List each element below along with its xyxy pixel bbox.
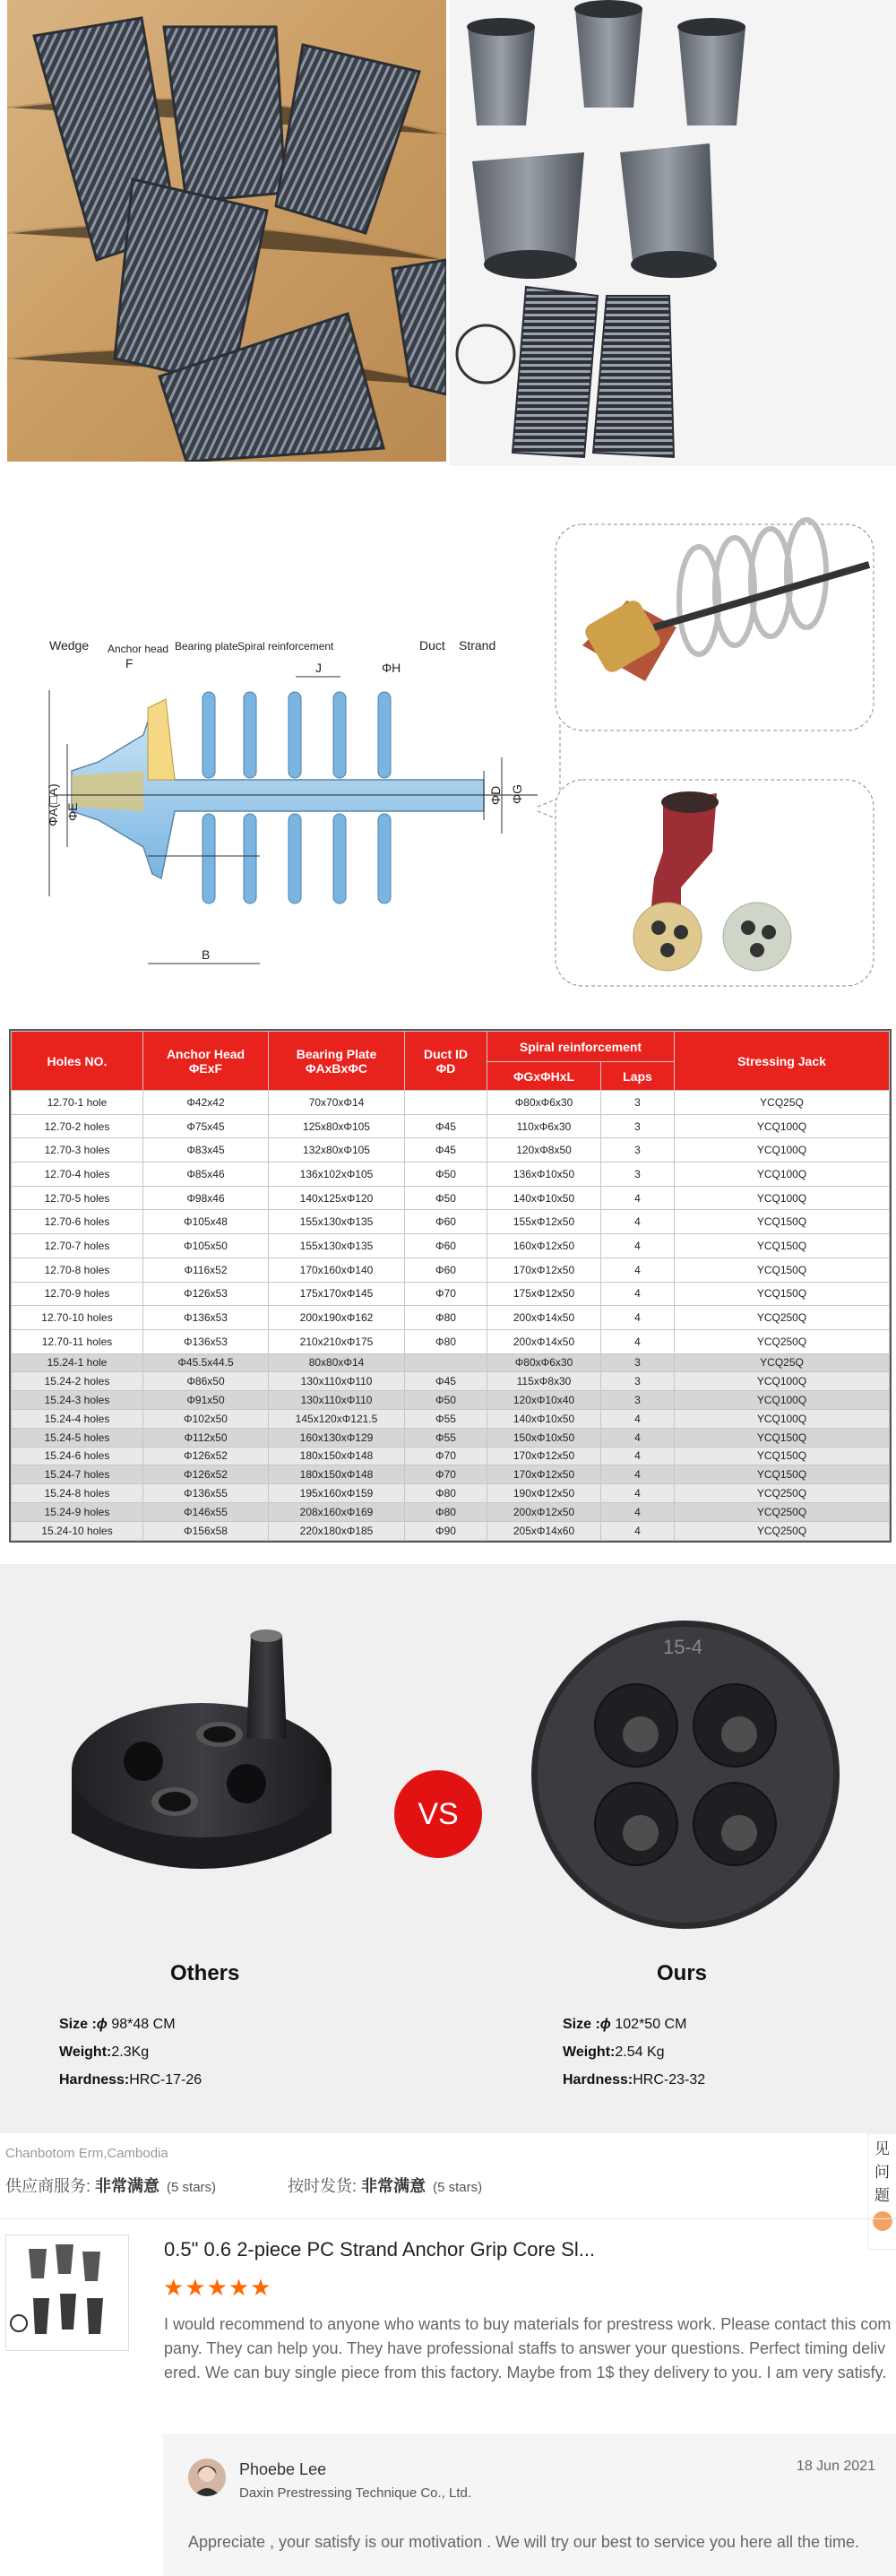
- table-cell: 4: [601, 1484, 675, 1503]
- table-cell: Φ80: [405, 1502, 487, 1521]
- label-anchor-head: Anchor head: [108, 643, 169, 655]
- table-cell: 220x180xΦ185: [269, 1521, 405, 1540]
- table-cell: 4: [601, 1502, 675, 1521]
- table-cell: YCQ250Q: [675, 1484, 890, 1503]
- table-cell: 12.70-5 holes: [12, 1186, 143, 1210]
- others-weight: Weight:2.3Kg: [59, 2044, 150, 2060]
- table-cell: 160x130xΦ129: [269, 1428, 405, 1447]
- table-row: [12, 1521, 890, 1540]
- table-row: [12, 1329, 890, 1353]
- table-cell: 15.24-4 holes: [12, 1409, 143, 1428]
- label-wedge: Wedge: [49, 638, 90, 653]
- label-strand: Strand: [459, 638, 496, 653]
- table-cell: 12.70-8 holes: [12, 1258, 143, 1282]
- wedge-thumbnail-image: [6, 2235, 128, 2350]
- table-cell: Φ90: [405, 1521, 487, 1540]
- table-cell: 70x70xΦ14: [269, 1091, 405, 1115]
- table-cell: YCQ250Q: [675, 1502, 890, 1521]
- table-row: [12, 1306, 890, 1330]
- ours-size: Size :ϕ 102*50 CM: [563, 2017, 687, 2032]
- table-cell: Φ156x58: [143, 1521, 269, 1540]
- table-cell: Φ80: [405, 1306, 487, 1330]
- table-cell: 15.24-2 holes: [12, 1372, 143, 1391]
- table-cell: Φ91x50: [143, 1391, 269, 1410]
- table-cell: 115xΦ8x30: [487, 1372, 601, 1391]
- table-cell: Φ60: [405, 1210, 487, 1234]
- table-cell: YCQ100Q: [675, 1163, 890, 1187]
- table-cell: 4: [601, 1186, 675, 1210]
- table-cell: YCQ150Q: [675, 1234, 890, 1258]
- label-j: J: [315, 661, 322, 675]
- table-cell: 120xΦ10x40: [487, 1391, 601, 1410]
- table-cell: 125x80xΦ105: [269, 1114, 405, 1138]
- label-b: B: [202, 947, 211, 962]
- table-cell: YCQ100Q: [675, 1372, 890, 1391]
- table-cell: Φ116x52: [143, 1258, 269, 1282]
- delivery-rating-label: 按时发货:: [288, 2177, 362, 2195]
- table-cell: 155x130xΦ135: [269, 1234, 405, 1258]
- ours-title: Ours: [657, 1961, 708, 1985]
- ours-anchor-plate-image: [524, 1618, 847, 1941]
- table-cell: YCQ250Q: [675, 1306, 890, 1330]
- table-cell: YCQ150Q: [675, 1210, 890, 1234]
- table-cell: 145x120xΦ121.5: [269, 1409, 405, 1428]
- table-cell: 180x150xΦ148: [269, 1447, 405, 1465]
- table-cell: 4: [601, 1465, 675, 1484]
- table-cell: Φ50: [405, 1163, 487, 1187]
- table-cell: 200xΦ14x50: [487, 1329, 601, 1353]
- table-row: [12, 1502, 890, 1521]
- table-cell: YCQ150Q: [675, 1258, 890, 1282]
- table-cell: Φ70: [405, 1282, 487, 1306]
- table-cell: Φ55: [405, 1409, 487, 1428]
- table-cell: YCQ25Q: [675, 1353, 890, 1372]
- table-cell: Φ126x52: [143, 1447, 269, 1465]
- table-row: [12, 1428, 890, 1447]
- spec-table: [11, 1031, 890, 1541]
- table-row: [12, 1282, 890, 1306]
- table-cell: Φ86x50: [143, 1372, 269, 1391]
- table-cell: 170xΦ12x50: [487, 1258, 601, 1282]
- table-row: [12, 1234, 890, 1258]
- delivery-rating-value: 非常满意: [361, 2177, 426, 2195]
- table-cell: 170x160xΦ140: [269, 1258, 405, 1282]
- table-row: [12, 1138, 890, 1163]
- label-h: ΦH: [382, 661, 401, 675]
- reply-date: 18 Jun 2021: [796, 2459, 875, 2474]
- table-row: [12, 1409, 890, 1428]
- col-bearing-plate-sub: ΦAxBxΦC: [306, 1060, 367, 1076]
- table-cell: 4: [601, 1210, 675, 1234]
- table-cell: Φ60: [405, 1234, 487, 1258]
- table-cell: 12.70-2 holes: [12, 1114, 143, 1138]
- table-cell: 136xΦ10x50: [487, 1163, 601, 1187]
- table-cell: YCQ25Q: [675, 1091, 890, 1115]
- support-avatar-icon: [873, 2211, 892, 2231]
- reviewer-location: Chanbotom Erm,Cambodia: [5, 2146, 168, 2161]
- table-cell: 12.70-6 holes: [12, 1210, 143, 1234]
- product-thumbnail[interactable]: [5, 2235, 129, 2351]
- col-anchor-head-title: Anchor Head: [166, 1046, 246, 1061]
- col-stressing-jack: Stressing Jack: [675, 1032, 890, 1091]
- col-holes: Holes NO.: [12, 1032, 143, 1091]
- reply-author-name: Phoebe Lee: [239, 2460, 327, 2478]
- table-cell: Φ60: [405, 1258, 487, 1282]
- table-cell: 15.24-6 holes: [12, 1447, 143, 1465]
- table-cell: 4: [601, 1329, 675, 1353]
- col-spiral: Spiral reinforcement: [487, 1032, 675, 1062]
- col-bearing-plate-title: Bearing Plate: [296, 1046, 377, 1061]
- label-g: ΦG: [510, 783, 524, 804]
- table-cell: 155x130xΦ135: [269, 1210, 405, 1234]
- others-anchor-plate-image: [54, 1618, 349, 1896]
- table-cell: Φ75x45: [143, 1114, 269, 1138]
- table-cell: 15.24-5 holes: [12, 1428, 143, 1447]
- table-cell: 15.24-3 holes: [12, 1391, 143, 1410]
- wedges-photo: [7, 0, 446, 462]
- table-cell: 12.70-3 holes: [12, 1138, 143, 1163]
- label-a: ΦA(□A): [46, 783, 60, 826]
- table-row: [12, 1163, 890, 1187]
- table-cell: 3: [601, 1163, 675, 1187]
- table-cell: 80x80xΦ14: [269, 1353, 405, 1372]
- table-cell: Φ55: [405, 1428, 487, 1447]
- table-cell: 150xΦ10x50: [487, 1428, 601, 1447]
- table-cell: 4: [601, 1282, 675, 1306]
- table-cell: 4: [601, 1428, 675, 1447]
- table-cell: 190xΦ12x50: [487, 1484, 601, 1503]
- specification-table: [9, 1029, 892, 1543]
- anchorage-cross-section-drawing: [0, 502, 896, 1004]
- table-cell: YCQ250Q: [675, 1329, 890, 1353]
- table-cell: 205xΦ14x60: [487, 1521, 601, 1540]
- table-cell: Φ146x55: [143, 1502, 269, 1521]
- table-cell: Φ105x48: [143, 1210, 269, 1234]
- table-cell: 170xΦ12x50: [487, 1447, 601, 1465]
- service-rating-value: 非常满意: [95, 2177, 160, 2195]
- table-cell: YCQ250Q: [675, 1521, 890, 1540]
- table-row: [12, 1258, 890, 1282]
- table-cell: 195x160xΦ159: [269, 1484, 405, 1503]
- review-text: I would recommend to anyone who wants to buy materials for prestress work. Please contact this company. They can help you. They have professional staffs to answer your questions. Perfect timing delivered. We can buy single piece from this factory. Maybe from 1$ they delivery to you. I am very satisfy.: [164, 2315, 892, 2382]
- faq-char-3: 题: [874, 2187, 890, 2204]
- table-cell: 200x190xΦ162: [269, 1306, 405, 1330]
- table-cell: YCQ100Q: [675, 1138, 890, 1163]
- table-cell: 3: [601, 1353, 675, 1372]
- table-cell: Φ80: [405, 1329, 487, 1353]
- review-star-rating: ★★★★★: [163, 2274, 272, 2301]
- label-bearing-plate: Bearing plate: [175, 640, 238, 653]
- table-cell: 3: [601, 1091, 675, 1115]
- table-cell: Φ42x42: [143, 1091, 269, 1115]
- table-cell: Φ45.5x44.5: [143, 1353, 269, 1372]
- user-avatar-icon: [188, 2459, 226, 2496]
- ours-weight: Weight:2.54 Kg: [563, 2044, 665, 2060]
- col-spiral-dims: ΦGxΦHxL: [487, 1062, 601, 1091]
- table-cell: YCQ100Q: [675, 1391, 890, 1410]
- table-cell: Φ112x50: [143, 1428, 269, 1447]
- table-cell: YCQ150Q: [675, 1428, 890, 1447]
- label-e: ΦE: [65, 802, 80, 821]
- table-cell: YCQ150Q: [675, 1282, 890, 1306]
- table-cell: Φ50: [405, 1391, 487, 1410]
- label-duct: Duct: [419, 638, 445, 653]
- table-cell: 15.24-9 holes: [12, 1502, 143, 1521]
- buyer-review: [0, 2133, 896, 2576]
- table-cell: 130x110xΦ110: [269, 1372, 405, 1391]
- spec-table-body: [12, 1091, 890, 1541]
- table-cell: YCQ150Q: [675, 1447, 890, 1465]
- table-cell: Φ80: [405, 1484, 487, 1503]
- anchor-cones-image: [450, 0, 896, 466]
- table-cell: 130x110xΦ110: [269, 1391, 405, 1410]
- table-cell: 4: [601, 1409, 675, 1428]
- table-cell: 170xΦ12x50: [487, 1465, 601, 1484]
- table-cell: 140xΦ10x50: [487, 1409, 601, 1428]
- table-cell: Φ136x53: [143, 1306, 269, 1330]
- table-cell: Φ70: [405, 1465, 487, 1484]
- others-size: Size :ϕ 98*48 CM: [59, 2017, 176, 2032]
- service-rating-label: 供应商服务:: [5, 2177, 96, 2195]
- col-spiral-laps: Laps: [601, 1062, 675, 1091]
- table-cell: 155xΦ12x50: [487, 1210, 601, 1234]
- table-cell: 120xΦ8x50: [487, 1138, 601, 1163]
- table-row: [12, 1186, 890, 1210]
- table-cell: 15.24-8 holes: [12, 1484, 143, 1503]
- table-cell: YCQ100Q: [675, 1409, 890, 1428]
- table-row: [12, 1465, 890, 1484]
- col-anchor-head: [143, 1032, 269, 1091]
- table-cell: Φ45: [405, 1372, 487, 1391]
- table-cell: 140xΦ10x50: [487, 1186, 601, 1210]
- table-cell: 15.24-1 hole: [12, 1353, 143, 1372]
- reply-text: Appreciate , your satisfy is our motivation . We will try our best to service you here all the time.: [188, 2533, 859, 2551]
- plate-stamp: 15-4: [663, 1636, 703, 1658]
- table-cell: Φ126x52: [143, 1465, 269, 1484]
- table-cell: 136x102xΦ105: [269, 1163, 405, 1187]
- table-cell: 12.70-1 hole: [12, 1091, 143, 1115]
- table-cell: [405, 1091, 487, 1115]
- supplier-reply: [163, 2433, 896, 2576]
- supplier-ratings: [5, 2174, 482, 2197]
- table-cell: 175x170xΦ145: [269, 1282, 405, 1306]
- table-cell: 12.70-7 holes: [12, 1234, 143, 1258]
- table-cell: Φ83x45: [143, 1138, 269, 1163]
- reply-avatar: [188, 2459, 226, 2496]
- comparison-section: [0, 1564, 896, 2133]
- table-cell: YCQ100Q: [675, 1114, 890, 1138]
- table-row: [12, 1210, 890, 1234]
- table-cell: Φ98x46: [143, 1186, 269, 1210]
- service-rating-stars: (5 stars): [167, 2180, 217, 2195]
- table-cell: 15.24-10 holes: [12, 1521, 143, 1540]
- label-f: F: [125, 656, 134, 670]
- table-cell: 4: [601, 1234, 675, 1258]
- table-cell: 12.70-9 holes: [12, 1282, 143, 1306]
- table-cell: Φ102x50: [143, 1409, 269, 1428]
- table-cell: 12.70-11 holes: [12, 1329, 143, 1353]
- faq-char-1: 见: [874, 2140, 890, 2157]
- table-cell: 12.70-10 holes: [12, 1306, 143, 1330]
- table-cell: YCQ100Q: [675, 1186, 890, 1210]
- col-anchor-head-sub: ΦExF: [188, 1060, 223, 1076]
- table-cell: Φ126x53: [143, 1282, 269, 1306]
- divider: [0, 2218, 896, 2219]
- table-cell: Φ50: [405, 1186, 487, 1210]
- label-spiral-reinforcement: Spiral reinforcement: [237, 640, 334, 653]
- table-cell: 175xΦ12x50: [487, 1282, 601, 1306]
- ours-hardness: Hardness:HRC-23-32: [563, 2072, 706, 2088]
- col-duct-sub: ΦD: [435, 1060, 456, 1076]
- label-d: ΦD: [488, 785, 503, 805]
- table-cell: 4: [601, 1447, 675, 1465]
- table-cell: 160xΦ12x50: [487, 1234, 601, 1258]
- table-cell: 208x160xΦ169: [269, 1502, 405, 1521]
- table-cell: Φ136x53: [143, 1329, 269, 1353]
- table-cell: 4: [601, 1521, 675, 1540]
- table-row: [12, 1484, 890, 1503]
- faq-side-widget[interactable]: [867, 2133, 896, 2250]
- table-cell: [405, 1353, 487, 1372]
- table-cell: 3: [601, 1114, 675, 1138]
- wedges-and-cones-photo: [450, 0, 896, 466]
- table-cell: 210x210xΦ175: [269, 1329, 405, 1353]
- others-hardness: Hardness:HRC-17-26: [59, 2072, 202, 2088]
- wedges-on-wood-image: [7, 0, 446, 462]
- table-cell: Φ45: [405, 1114, 487, 1138]
- col-duct-title: Duct ID: [424, 1046, 468, 1061]
- table-cell: 3: [601, 1138, 675, 1163]
- col-duct: [405, 1032, 487, 1091]
- table-cell: Φ85x46: [143, 1163, 269, 1187]
- table-cell: 4: [601, 1258, 675, 1282]
- table-cell: Φ45: [405, 1138, 487, 1163]
- table-row: [12, 1391, 890, 1410]
- col-bearing-plate: [269, 1032, 405, 1091]
- table-cell: 4: [601, 1306, 675, 1330]
- product-title-link[interactable]: 0.5" 0.6 2-piece PC Strand Anchor Grip Core Sl...: [164, 2238, 596, 2260]
- others-title: Others: [170, 1961, 240, 1985]
- anchorage-diagram: [0, 502, 896, 1004]
- table-cell: 3: [601, 1372, 675, 1391]
- table-cell: 200xΦ12x50: [487, 1502, 601, 1521]
- table-cell: 15.24-7 holes: [12, 1465, 143, 1484]
- reply-company: Daxin Prestressing Technique Co., Ltd.: [239, 2485, 472, 2501]
- table-cell: 110xΦ6x30: [487, 1114, 601, 1138]
- faq-char-2: 问: [874, 2164, 890, 2181]
- table-cell: 140x125xΦ120: [269, 1186, 405, 1210]
- table-row: [12, 1372, 890, 1391]
- table-cell: Φ70: [405, 1447, 487, 1465]
- table-cell: 3: [601, 1391, 675, 1410]
- table-cell: 200xΦ14x50: [487, 1306, 601, 1330]
- table-row: [12, 1114, 890, 1138]
- product-photos: [0, 0, 896, 466]
- table-cell: 132x80xΦ105: [269, 1138, 405, 1163]
- table-row: [12, 1353, 890, 1372]
- delivery-rating-stars: (5 stars): [433, 2180, 483, 2195]
- table-cell: Φ136x55: [143, 1484, 269, 1503]
- table-cell: Φ80xΦ6x30: [487, 1091, 601, 1115]
- table-cell: 180x150xΦ148: [269, 1465, 405, 1484]
- table-cell: 12.70-4 holes: [12, 1163, 143, 1187]
- table-cell: Φ80xΦ6x30: [487, 1353, 601, 1372]
- table-row: [12, 1447, 890, 1465]
- table-row: [12, 1091, 890, 1115]
- table-cell: YCQ150Q: [675, 1465, 890, 1484]
- vs-badge: VS: [394, 1770, 482, 1858]
- table-cell: Φ105x50: [143, 1234, 269, 1258]
